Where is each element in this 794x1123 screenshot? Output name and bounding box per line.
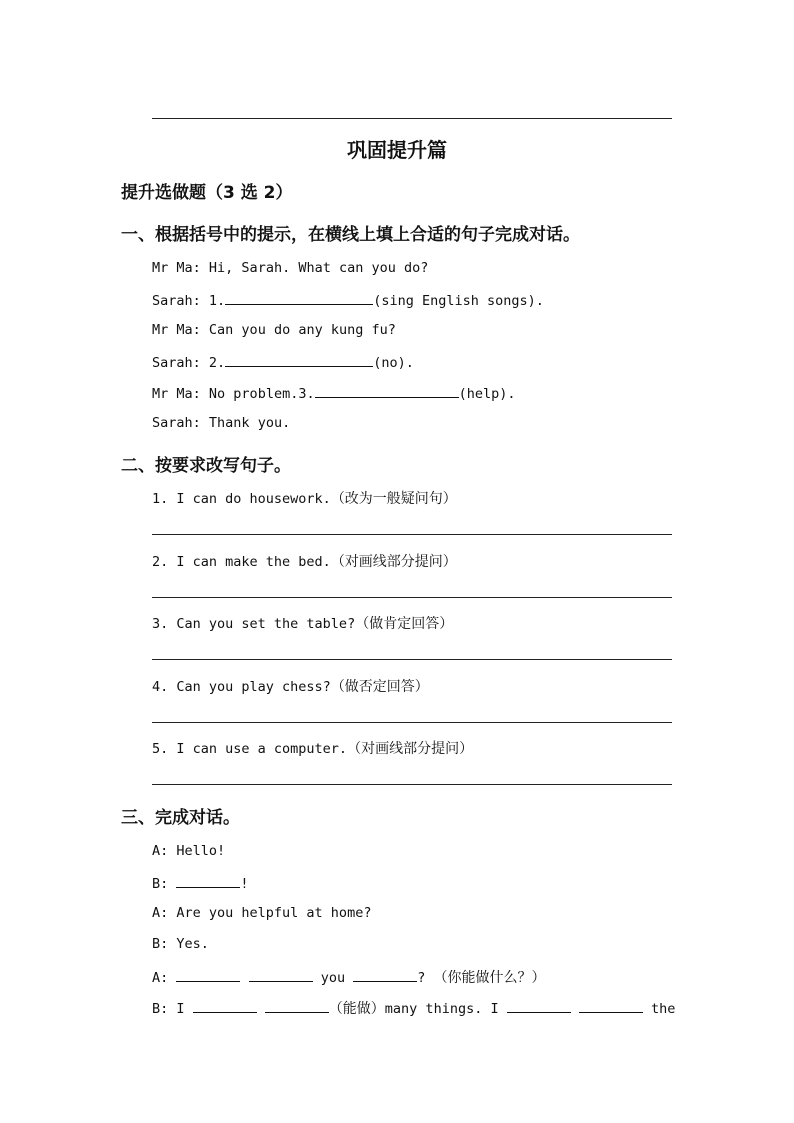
dialog3-line-3: A: Are you helpful at home? — [152, 905, 372, 921]
subtitle: 提升选做题（3 选 2） — [121, 183, 293, 203]
dialog3-line-2 — [152, 874, 249, 892]
answer-blank[interactable] — [176, 874, 240, 888]
answer-blank[interactable] — [193, 999, 257, 1013]
chinese-hint: （你能做什么？） — [433, 970, 546, 986]
speaker: Mr Ma: — [152, 386, 201, 402]
answer-blank-2[interactable] — [225, 353, 373, 367]
question-number: 2. — [208, 355, 226, 371]
hint: (no). — [373, 355, 414, 371]
section2-heading: 二、按要求改写句子。 — [121, 456, 291, 476]
punctuation: ? — [417, 970, 426, 986]
page-title: 巩固提升篇 — [347, 138, 447, 162]
answer-line-1[interactable] — [152, 534, 672, 535]
rewrite-item-3 — [152, 613, 453, 633]
rewrite-sentence: 4. Can you play chess? — [152, 679, 331, 695]
chinese-hint: （能做） — [328, 1001, 385, 1017]
answer-line-4[interactable] — [152, 722, 672, 723]
dialog3-line-5 — [152, 967, 546, 987]
dialog-word: the — [651, 1001, 676, 1017]
punctuation: ! — [240, 876, 249, 892]
answer-blank[interactable] — [249, 968, 313, 982]
hint: (help). — [458, 386, 516, 402]
speaker: B: — [152, 876, 169, 892]
rewrite-instruction: （对画线部分提问） — [347, 741, 474, 757]
speaker: A: — [152, 970, 169, 986]
rewrite-item-5 — [152, 738, 473, 758]
dialog3-line-1: A: Hello! — [152, 843, 226, 859]
rewrite-item-4 — [152, 676, 429, 696]
dialog-line-4 — [152, 353, 414, 371]
dialog-text: Can you do any kung fu? — [208, 322, 396, 338]
answer-blank-3[interactable] — [315, 384, 459, 398]
rewrite-instruction: （改为一般疑问句） — [330, 491, 457, 507]
section1-heading: 一、根据括号中的提示，在横线上填上合适的句子完成对话。 — [121, 225, 580, 245]
answer-line-3[interactable] — [152, 659, 672, 660]
answer-blank-1[interactable] — [225, 291, 373, 305]
speaker: Sarah: — [152, 355, 201, 371]
rewrite-sentence: 1. I can do housework. — [152, 491, 331, 507]
rewrite-instruction: （做否定回答） — [330, 679, 429, 695]
dialog-line-3 — [152, 322, 396, 338]
hint: (sing English songs). — [373, 293, 544, 309]
speaker: Sarah: — [152, 415, 201, 431]
speaker: Sarah: — [152, 293, 201, 309]
rewrite-sentence: 3. Can you set the table? — [152, 616, 356, 632]
question-number: No problem.3. — [208, 386, 315, 402]
dialog-line-6 — [152, 415, 290, 431]
dialog3-line-6 — [152, 998, 675, 1018]
answer-blank[interactable] — [265, 999, 329, 1013]
answer-blank[interactable] — [176, 968, 240, 982]
question-number: 1. — [208, 293, 226, 309]
speaker: B: I — [152, 1001, 185, 1017]
answer-blank[interactable] — [579, 999, 643, 1013]
answer-line-5[interactable] — [152, 784, 672, 785]
dialog-text: many things. I — [384, 1001, 499, 1017]
speaker: Mr Ma: — [152, 322, 201, 338]
dialog-word: you — [320, 970, 346, 986]
dialog-text: Hi, Sarah. What can you do? — [208, 260, 429, 276]
rewrite-item-2 — [152, 551, 457, 571]
rewrite-sentence: 5. I can use a computer. — [152, 741, 348, 757]
section3-heading: 三、完成对话。 — [121, 808, 240, 828]
dialog-line-1 — [152, 260, 428, 276]
dialog-line-5 — [152, 384, 516, 402]
rewrite-sentence: 2. I can make the bed. — [152, 554, 331, 570]
speaker: Mr Ma: — [152, 260, 201, 276]
header-rule — [152, 118, 672, 119]
rewrite-instruction: （做肯定回答） — [355, 616, 454, 632]
dialog-text: Thank you. — [208, 415, 291, 431]
answer-blank[interactable] — [507, 999, 571, 1013]
dialog3-line-4: B: Yes. — [152, 936, 209, 952]
answer-blank[interactable] — [353, 968, 417, 982]
dialog-line-2 — [152, 291, 544, 309]
rewrite-instruction: （对画线部分提问） — [330, 554, 457, 570]
answer-line-2[interactable] — [152, 597, 672, 598]
rewrite-item-1 — [152, 488, 457, 508]
